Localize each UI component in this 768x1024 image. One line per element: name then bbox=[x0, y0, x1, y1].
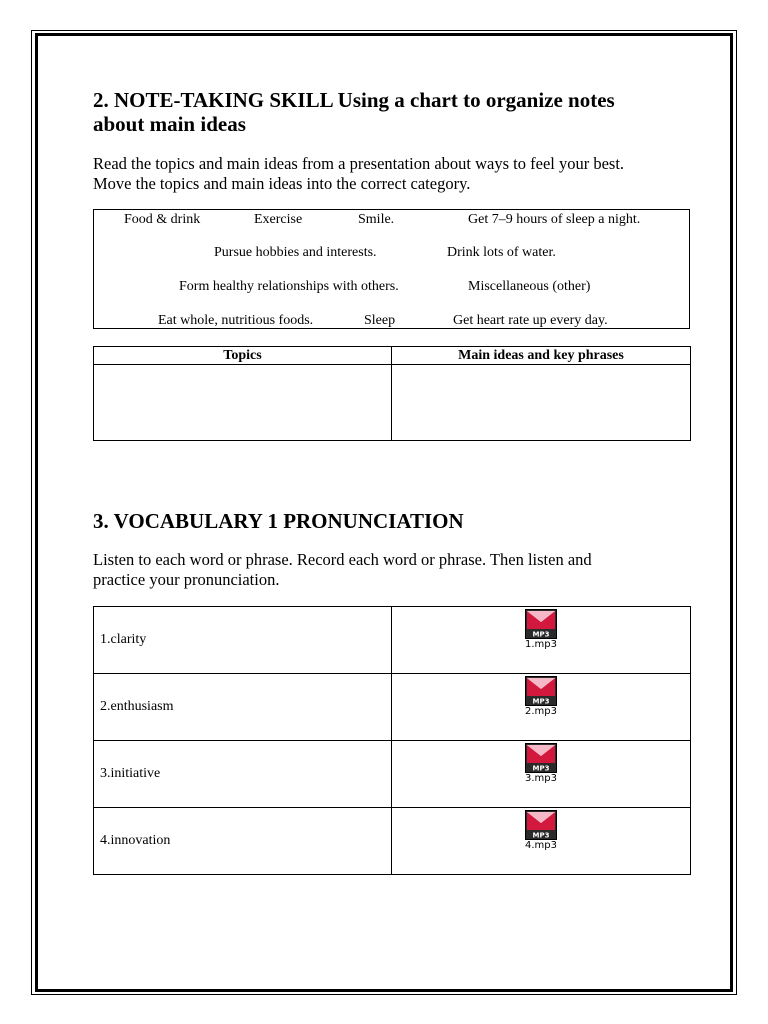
vocab-row bbox=[94, 741, 691, 808]
mp3-icon-label: MP3 bbox=[532, 764, 550, 773]
mp3-file-link[interactable] bbox=[525, 743, 557, 784]
section-2-instructions bbox=[93, 154, 693, 194]
mp3-file-icon bbox=[525, 743, 557, 773]
vocab-audio-cell bbox=[392, 607, 691, 674]
vocabulary-table bbox=[93, 606, 691, 875]
section-3-heading: 3. VOCABULARY 1 PRONUNCIATION bbox=[93, 509, 464, 533]
mp3-file-name: 3.mp3 bbox=[525, 773, 557, 784]
mp3-file-name: 1.mp3 bbox=[525, 639, 557, 650]
vocab-word: 4.innovation bbox=[94, 808, 392, 875]
mp3-file-icon bbox=[525, 676, 557, 706]
topics-drop-cell[interactable] bbox=[94, 365, 392, 441]
mp3-file-icon bbox=[525, 810, 557, 840]
section-3-instructions bbox=[93, 550, 693, 590]
word-bank-item[interactable]: Form healthy relationships with others. bbox=[179, 279, 399, 294]
vocab-word: 2.enthusiasm bbox=[94, 674, 392, 741]
instructions-line1: Listen to each word or phrase. Record each word or phrase. Then listen and bbox=[93, 550, 592, 569]
mp3-file-link[interactable] bbox=[525, 676, 557, 717]
word-bank-item[interactable]: Food & drink bbox=[124, 212, 201, 227]
word-bank-item[interactable]: Drink lots of water. bbox=[447, 245, 556, 260]
instructions-line2: Move the topics and main ideas into the correct category. bbox=[93, 174, 471, 193]
mp3-file-name: 2.mp3 bbox=[525, 706, 557, 717]
vocab-row bbox=[94, 607, 691, 674]
mp3-file-link[interactable] bbox=[525, 609, 557, 650]
mp3-file-link[interactable] bbox=[525, 810, 557, 851]
main-ideas-header: Main ideas and key phrases bbox=[392, 347, 691, 365]
vocab-word: 1.clarity bbox=[94, 607, 392, 674]
instructions-line2: practice your pronunciation. bbox=[93, 570, 280, 589]
mp3-icon-label: MP3 bbox=[532, 831, 550, 840]
instructions-line1: Read the topics and main ideas from a presentation about ways to feel your best. bbox=[93, 154, 625, 173]
word-bank-item[interactable]: Eat whole, nutritious foods. bbox=[158, 313, 314, 328]
topics-header: Topics bbox=[94, 347, 392, 365]
mp3-icon-label: MP3 bbox=[532, 697, 550, 706]
vocab-audio-cell bbox=[392, 741, 691, 808]
topics-table bbox=[93, 346, 691, 441]
vocab-audio-cell bbox=[392, 808, 691, 875]
word-bank-item[interactable]: Smile. bbox=[358, 212, 395, 227]
word-bank-item[interactable]: Get heart rate up every day. bbox=[453, 313, 608, 328]
word-bank-item[interactable]: Sleep bbox=[364, 313, 396, 328]
mp3-file-icon bbox=[525, 609, 557, 639]
word-bank-item[interactable]: Exercise bbox=[254, 212, 303, 227]
section-2-heading-line1: 2. NOTE-TAKING SKILL Using a chart to organize notes bbox=[93, 88, 615, 112]
vocab-audio-cell bbox=[392, 674, 691, 741]
word-bank-box bbox=[93, 209, 690, 329]
mp3-file-name: 4.mp3 bbox=[525, 840, 557, 851]
vocab-row bbox=[94, 808, 691, 875]
main-ideas-drop-cell[interactable] bbox=[392, 365, 691, 441]
word-bank-item[interactable]: Pursue hobbies and interests. bbox=[214, 245, 377, 260]
vocab-word: 3.initiative bbox=[94, 741, 392, 808]
section-2-heading-line2: about main ideas bbox=[93, 112, 246, 136]
word-bank-item[interactable]: Miscellaneous (other) bbox=[468, 279, 591, 294]
vocab-row bbox=[94, 674, 691, 741]
word-bank-item[interactable]: Get 7–9 hours of sleep a night. bbox=[468, 212, 641, 227]
mp3-icon-label: MP3 bbox=[532, 630, 550, 639]
section-2-heading bbox=[93, 88, 615, 136]
